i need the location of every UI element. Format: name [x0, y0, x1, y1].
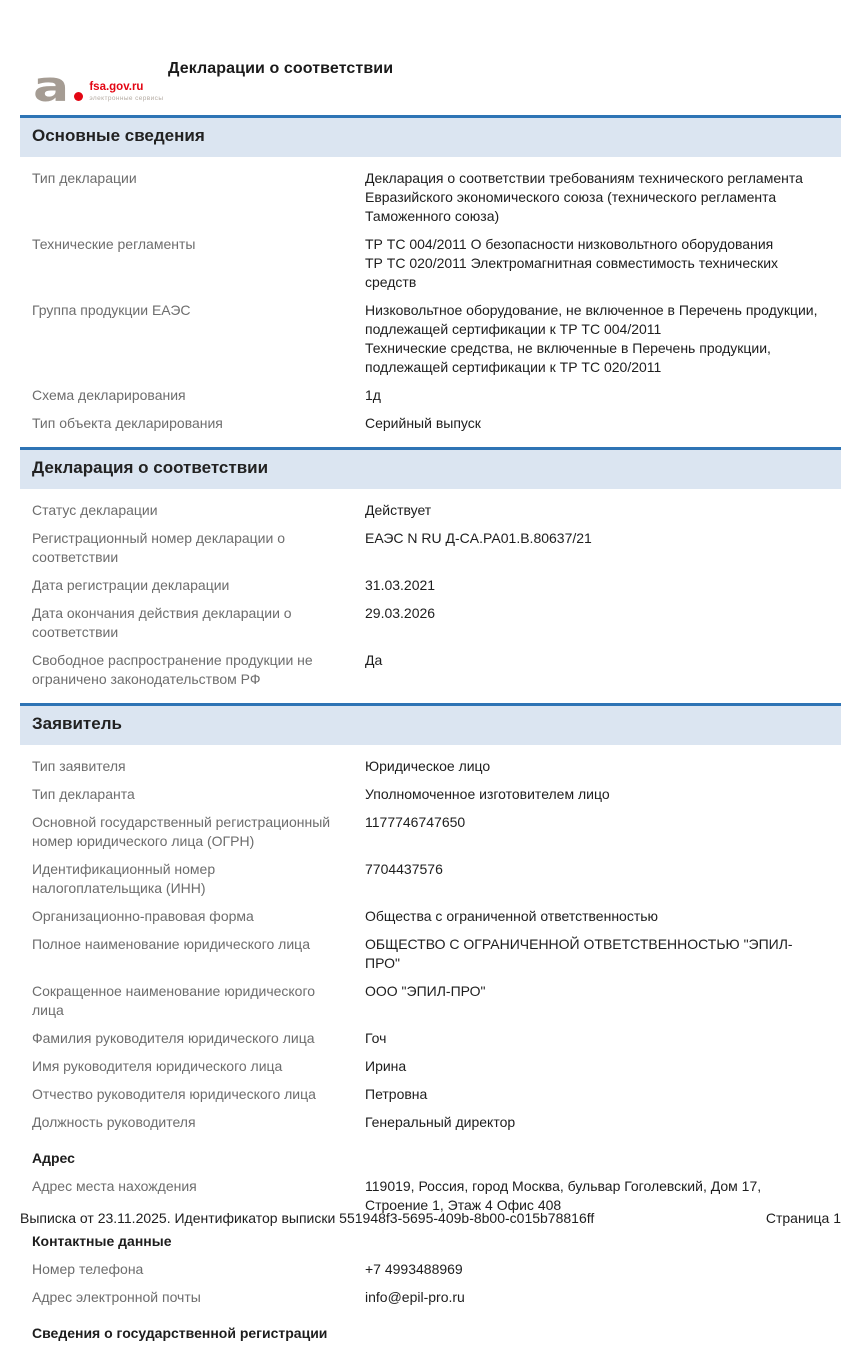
field-value-line: Общества с ограниченной ответственностью	[365, 908, 659, 924]
section-header	[20, 703, 841, 745]
field-value-line: Действует	[365, 502, 432, 518]
section-header	[20, 115, 841, 157]
field-value	[365, 576, 823, 595]
field-label: Схема декларирования	[32, 387, 186, 403]
field-value-line: Серийный выпуск	[365, 415, 481, 431]
field-value-line: Петровна	[365, 1086, 428, 1102]
field-value-line: Генеральный директор	[365, 1114, 516, 1130]
field-label: Тип заявителя	[32, 758, 126, 774]
field-row	[20, 651, 841, 689]
section-body	[20, 489, 841, 703]
field-value	[365, 1113, 823, 1132]
document-section	[20, 703, 841, 1357]
field-value	[365, 414, 823, 433]
footer-page-number: Страница 1	[765, 1210, 841, 1226]
field-label: Тип объекта декларирования	[32, 415, 223, 431]
section-body	[20, 745, 841, 1357]
fsa-logo-letter-icon: а	[33, 61, 70, 111]
field-row	[20, 757, 841, 776]
document-section	[20, 115, 841, 447]
field-row	[20, 1085, 841, 1104]
section-title: Заявитель	[32, 714, 122, 733]
document-section	[20, 447, 841, 703]
field-value-line: ТР ТС 020/2011 Электромагнитная совместимость технических средств	[365, 255, 779, 290]
field-value-line: Уполномоченное изготовителем лицо	[365, 786, 610, 802]
field-value-line: Юридическое лицо	[365, 758, 491, 774]
field-row	[20, 576, 841, 595]
sections	[20, 115, 841, 1357]
field-row	[20, 1260, 841, 1279]
field-label: Полное наименование юридического лица	[32, 936, 310, 952]
fsa-logo-domain: fsa.gov.ru	[89, 81, 144, 94]
field-value	[365, 813, 823, 832]
field-value	[365, 757, 823, 776]
fsa-logo-subtitle: электронные сервисы	[89, 94, 164, 102]
field-row	[20, 169, 841, 226]
field-row	[20, 785, 841, 804]
subheading-label: Контактные данные	[32, 1233, 172, 1249]
field-row	[20, 935, 841, 973]
section-header	[20, 447, 841, 489]
field-value	[365, 386, 823, 405]
field-value	[365, 1260, 823, 1279]
field-row	[20, 386, 841, 405]
field-value-line: ООО "ЭПИЛ-ПРО"	[365, 983, 486, 999]
field-value-line: +7 4993488969	[365, 1261, 463, 1277]
field-value-line: 119019, Россия, город Москва, бульвар Гоголевский, Дом 17, Строение 1, Этаж 4 Офис 408	[365, 1178, 762, 1213]
field-row	[20, 1113, 841, 1132]
field-value-line: Технические средства, не включенные в Перечень продукции, подлежащей сертификации к ТР ТС 020/2011	[365, 340, 771, 375]
field-value	[365, 529, 823, 548]
footer-extract-info: Выписка от 23.11.2025. Идентификатор выписки 551948f3-5695-409b-8b00-c015b78816ff	[20, 1210, 595, 1226]
field-value-line: 7704437576	[365, 861, 443, 877]
field-row	[20, 604, 841, 642]
field-label: Адрес электронной почты	[32, 1289, 201, 1305]
field-value-line: ЕАЭС N RU Д-CA.РА01.В.80637/21	[365, 530, 592, 546]
field-label: Дата окончания действия декларации о соответствии	[32, 605, 292, 640]
document-header	[33, 52, 164, 111]
field-label: Идентификационный номер налогоплательщика (ИНН)	[32, 861, 216, 896]
field-value-line: 1д	[365, 387, 381, 403]
page-title: Декларации о соответствии	[168, 60, 394, 77]
fsa-logo	[33, 61, 164, 111]
field-row	[20, 860, 841, 898]
field-value	[365, 651, 823, 670]
field-row	[20, 501, 841, 520]
field-row	[20, 529, 841, 567]
field-value	[365, 935, 823, 973]
field-label: Номер телефона	[32, 1261, 144, 1277]
fsa-logo-red-dot-icon	[74, 92, 83, 101]
field-label: Тип декларанта	[32, 786, 135, 802]
field-value	[365, 301, 823, 377]
field-value	[365, 501, 823, 520]
field-value-line: 31.03.2021	[365, 577, 436, 593]
document-footer	[20, 1210, 841, 1226]
field-value	[365, 860, 823, 879]
fsa-logo-text	[89, 81, 163, 102]
section-title: Декларация о соответствии	[32, 458, 269, 477]
field-value	[365, 1085, 823, 1104]
field-label: Дата регистрации декларации	[32, 577, 230, 593]
field-value	[365, 169, 823, 226]
field-value-line: 29.03.2026	[365, 605, 436, 621]
field-value-line: Ирина	[365, 1058, 407, 1074]
field-value-line: Да	[365, 652, 383, 668]
field-label: Основной государственный регистрационный номер юридического лица (ОГРН)	[32, 814, 331, 849]
field-label: Группа продукции ЕАЭС	[32, 302, 191, 318]
subheading-label: Адрес	[32, 1150, 75, 1166]
field-label: Сокращенное наименование юридического лица	[32, 983, 316, 1018]
field-value	[365, 907, 823, 926]
section-subheading	[20, 1149, 841, 1168]
field-value-line: Низковольтное оборудование, не включенное в Перечень продукции, подлежащей сертификации к ТР ТС 004/2011	[365, 302, 818, 337]
subheading-label: Сведения о государственной регистрации	[32, 1325, 328, 1341]
field-label: Тип декларации	[32, 170, 137, 186]
field-value	[365, 982, 823, 1001]
field-value-line: ОБЩЕСТВО С ОГРАНИЧЕННОЙ ОТВЕТСТВЕННОСТЬЮ "ЭПИЛ-ПРО"	[365, 936, 793, 971]
field-label: Свободное распространение продукции не ограничено законодательством РФ	[32, 652, 313, 687]
field-value	[365, 1057, 823, 1076]
field-label: Адрес места нахождения	[32, 1178, 197, 1194]
field-label: Регистрационный номер декларации о соответствии	[32, 530, 285, 565]
field-label: Технические регламенты	[32, 236, 196, 252]
section-subheading	[20, 1324, 841, 1343]
field-value-line: ТР ТС 004/2011 О безопасности низковольтного оборудования	[365, 236, 774, 252]
field-value-line: 1177746747650	[365, 814, 466, 830]
field-row	[20, 1029, 841, 1048]
field-row	[20, 813, 841, 851]
field-row	[20, 301, 841, 377]
field-row	[20, 907, 841, 926]
field-label: Имя руководителя юридического лица	[32, 1058, 283, 1074]
field-label: Отчество руководителя юридического лица	[32, 1086, 316, 1102]
section-subheading	[20, 1232, 841, 1251]
field-label: Статус декларации	[32, 502, 158, 518]
field-row	[20, 982, 841, 1020]
field-row	[20, 1288, 841, 1307]
section-body	[20, 157, 841, 447]
field-row	[20, 414, 841, 433]
field-value	[365, 604, 823, 623]
field-label: Должность руководителя	[32, 1114, 196, 1130]
field-row	[20, 235, 841, 292]
field-value-line: info@epil-pro.ru	[365, 1289, 465, 1305]
field-row	[20, 1057, 841, 1076]
field-label: Фамилия руководителя юридического лица	[32, 1030, 315, 1046]
field-value	[365, 1029, 823, 1048]
field-value	[365, 235, 823, 292]
field-label: Организационно-правовая форма	[32, 908, 254, 924]
field-value-line: Декларация о соответствии требованиям технического регламента Евразийского экономического союза (технического регламента Таможенного союза)	[365, 170, 803, 224]
field-value	[365, 785, 823, 804]
field-value-line: Гоч	[365, 1030, 387, 1046]
field-value	[365, 1288, 823, 1307]
section-title: Основные сведения	[32, 126, 205, 145]
